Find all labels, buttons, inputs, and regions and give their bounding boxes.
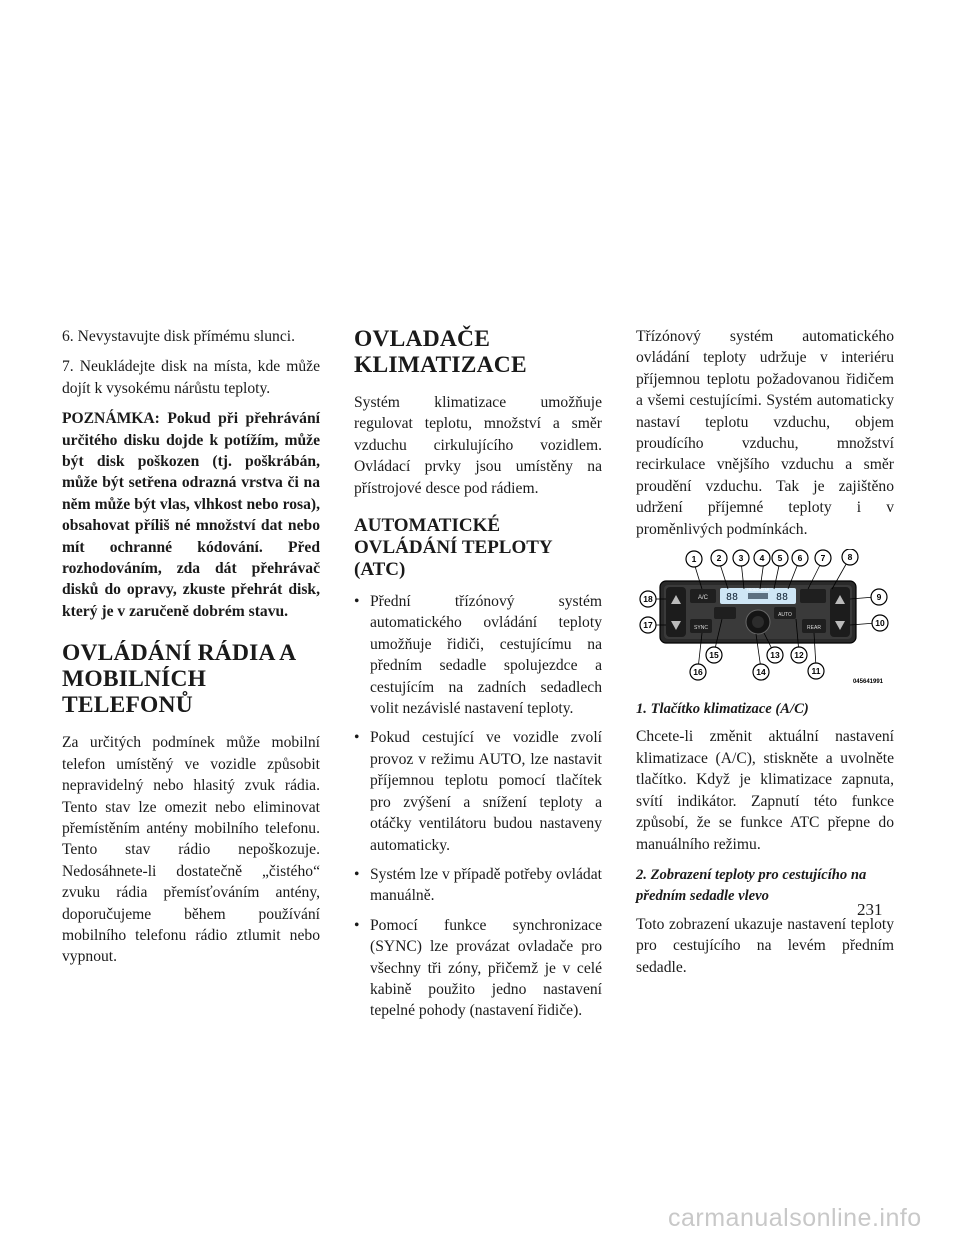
list-item-6: 6. Nevystavujte disk přímému slunci. bbox=[62, 328, 296, 345]
display-left-digits: 88 bbox=[725, 592, 739, 604]
callout-14-label: 14 bbox=[756, 667, 766, 678]
sync-button-label: SYNC bbox=[694, 625, 708, 632]
front-rear-label: FRONT/REAR bbox=[746, 588, 770, 593]
atc-intro: Třízónový systém automatického ovládání teploty udržuje v interiéru příjemnou teplotu požadovanou řidičem a všemi cestujícími. Systém automaticky nastaví teplotu vzduchu, objem proudícího vzduchu, množství recirkulace vnějšího vzduchu a směr proudění vzduchu. Tak je zajištěno udržení příjemné teploty i v proměnlivých podmínkách. bbox=[636, 328, 894, 538]
subheading-atc: AUTOMATICKÉ OVLÁDÁNÍ TEPLOTY (ATC) bbox=[354, 515, 552, 581]
text-ac-button: Chcete-li změnit aktuální nastavení klimatizace (A/C), stiskněte a uvolněte tlačítko. Když je klimatizace zapnuta, svítí indikátor. Zapnutí této funkce způsobí, že se funkce ATC přepne do manuálního režimu. bbox=[636, 728, 894, 853]
section-heading-climate: OVLADAČE KLIMATIZACE bbox=[354, 326, 527, 378]
note-paragraph: POZNÁMKA: Pokud při přehrávání určitého disku dojde k potížím, může být disk poškozen (tj. poškrábán, může být setřena odrazná vrstva či na něm může být vlas, vlhkost nebo rosa), obsahovat příliš né množství dat nebo mít ochranné kódování. Před rozhodováním, zda dát přehrávač disků do opravy, zkuste přehrát disk, který je v zaručeně dobrém stavu. bbox=[62, 410, 320, 620]
callout-6-label: 6 bbox=[797, 553, 803, 564]
rear-button-label: REAR bbox=[807, 625, 821, 632]
bullet-item: • Přední třízónový systém automatického ovládání teploty umožňuje řidiči, cestujícímu na předním sedadle spolujezdce a cestujícím na zadních sedadlech volit nezávislé nastavení teploty. bbox=[354, 591, 602, 719]
callout-16-label: 16 bbox=[693, 667, 703, 678]
callout-9-label: 9 bbox=[876, 592, 882, 603]
caption-temp-display: 2. Zobrazení teploty pro cestujícího na předním sedadle vlevo bbox=[636, 866, 867, 905]
callout-8-label: 8 bbox=[847, 552, 853, 563]
atc-bullet-list bbox=[354, 591, 602, 1022]
section-heading-radio: OVLÁDÁNÍ RÁDIA A MOBILNÍCH TELEFONŮ bbox=[62, 640, 296, 719]
bullet-item: • Pomocí funkce synchronizace (SYNC) lze provázat ovladače pro všechny tři zóny, přičemž je v celé kabině použito jedno nastavení tepelné pohody (nastavení řidiče). bbox=[354, 915, 602, 1022]
display-right-digits: 88 bbox=[775, 592, 789, 604]
callout-7-label: 7 bbox=[820, 553, 826, 564]
radio-paragraph: Za určitých podmínek může mobilní telefon umístěný ve vozidle způsobit nepravidelný nebo hlasitý zvuk rádia. Tento stav lze omezit nebo eliminovat přemístěním antény mobilního telefonu. Tento stav rádio nepoškozuje. Nedosáhnete-li dostatečně „čistého“ zvuku rádia přemísťováním antény, doporučujeme během používání mobilního telefonu rádio ztlumit nebo vypnout. bbox=[62, 734, 320, 966]
callout-5-label: 5 bbox=[777, 553, 783, 564]
bullet-item: • Systém lze v případě potřeby ovládat manuálně. bbox=[354, 864, 602, 907]
column-right bbox=[636, 326, 894, 987]
callout-2-label: 2 bbox=[716, 553, 722, 564]
caption-ac-button: 1. Tlačítko klimatizace (A/C) bbox=[636, 701, 809, 718]
callout-15-label: 15 bbox=[709, 650, 719, 661]
figure-code: 045641991 bbox=[852, 679, 884, 686]
callout-4-label: 4 bbox=[759, 553, 765, 564]
callout-17-label: 17 bbox=[643, 620, 653, 631]
ac-button-label: A/C bbox=[697, 595, 709, 602]
callout-18-label: 18 bbox=[643, 594, 653, 605]
list-item-7: 7. Neukládejte disk na místa, kde může dojít k vysokému nárůstu teploty. bbox=[62, 358, 320, 397]
callout-11-label: 11 bbox=[811, 666, 821, 677]
watermark: carmanualsonline.info bbox=[668, 1204, 922, 1232]
callout-12-label: 12 bbox=[794, 650, 804, 661]
auto-button-label: AUTO bbox=[778, 612, 792, 619]
callout-10-label: 10 bbox=[875, 618, 885, 629]
defrost-button bbox=[800, 589, 826, 603]
callout-13-label: 13 bbox=[770, 650, 780, 661]
climate-intro: Systém klimatizace umožňuje regulovat teplotu, množství a směr vzduchu cirkulujícího vozidlem. Ovládací prvky jsou umístěny na přístrojové desce pod rádiem. bbox=[354, 394, 602, 497]
page-number: 231 bbox=[857, 900, 883, 919]
mode-button bbox=[714, 607, 736, 619]
bullet-item: • Pokud cestující ve vozidle zvolí provoz v režimu AUTO, lze nastavit příjemnou teplotu pomocí tlačítek pro zvýšení a snížení teploty a otáčky ventilátoru budou nastaveny automaticky. bbox=[354, 727, 602, 855]
column-middle bbox=[354, 326, 602, 1030]
callout-1-label: 1 bbox=[691, 554, 697, 565]
text-temp-display: Toto zobrazení ukazuje nastavení teploty pro cestujícího na levém předním sedadle. bbox=[636, 915, 894, 976]
callout-3-label: 3 bbox=[738, 553, 744, 564]
column-left bbox=[62, 326, 320, 977]
climate-panel-diagram bbox=[636, 549, 894, 689]
